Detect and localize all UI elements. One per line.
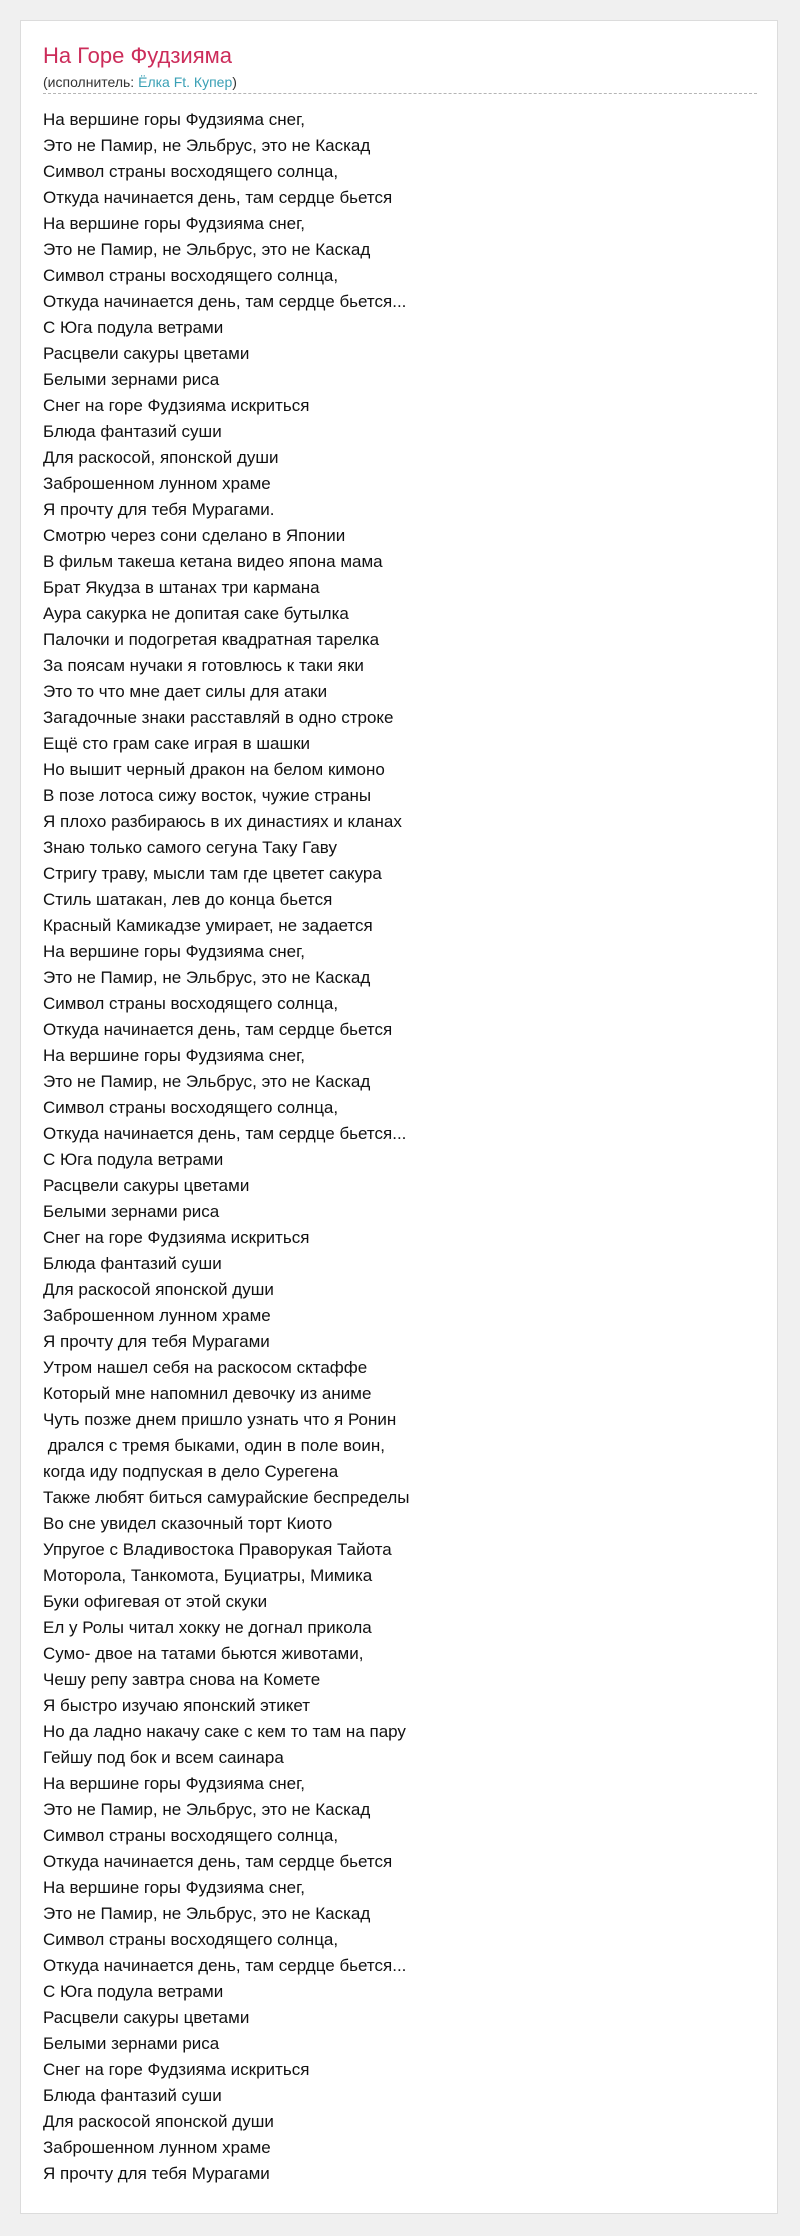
lyric-line: Ел у Ролы читал хокку не догнал прикола xyxy=(43,1618,372,1637)
lyric-line: Утром нашел себя на раскосом сктаффе xyxy=(43,1358,368,1377)
lyric-line: С Юга подула ветрами xyxy=(43,318,224,337)
lyric-line: Во сне увидел сказочный торт Киото xyxy=(43,1514,333,1533)
lyric-line: Это не Памир, не Эльбрус, это не Каскад xyxy=(43,136,371,155)
lyric-line: На вершине горы Фудзияма снег, xyxy=(43,1046,305,1065)
lyric-line: Брат Якудза в штанах три кармана xyxy=(43,578,320,597)
lyric-line: Палочки и подогретая квадратная тарелка xyxy=(43,630,380,649)
lyric-line: Снег на горе Фудзияма искриться xyxy=(43,396,310,415)
lyric-line: Символ страны восходящего солнца, xyxy=(43,266,339,285)
lyric-line: Для раскосой, японской души xyxy=(43,448,279,467)
lyric-line: Я прочту для тебя Мурагами. xyxy=(43,500,275,519)
lyric-line: На вершине горы Фудзияма снег, xyxy=(43,214,305,233)
lyric-line: Но вышит черный дракон на белом кимоно xyxy=(43,760,385,779)
lyric-line: Символ страны восходящего солнца, xyxy=(43,1098,339,1117)
lyric-line: Также любят биться самурайские беспределы xyxy=(43,1488,410,1507)
lyric-line: С Юга подула ветрами xyxy=(43,1982,224,2001)
lyric-line: Откуда начинается день, там сердце бьется xyxy=(43,1020,393,1039)
lyric-line: Это не Памир, не Эльбрус, это не Каскад xyxy=(43,968,371,987)
lyric-line: Ещё сто грам саке играя в шашки xyxy=(43,734,311,753)
lyric-line: Чешу репу завтра снова на Комете xyxy=(43,1670,321,1689)
lyric-line: В фильм такеша кетана видео япона мама xyxy=(43,552,383,571)
lyric-line: Белыми зернами риса xyxy=(43,370,220,389)
lyric-line: Для раскосой японской души xyxy=(43,1280,274,1299)
lyric-line: Блюда фантазий суши xyxy=(43,1254,222,1273)
lyric-line: Я быстро изучаю японский этикет xyxy=(43,1696,311,1715)
lyric-line: Откуда начинается день, там сердце бьется... xyxy=(43,1956,407,1975)
lyric-line: Это не Памир, не Эльбрус, это не Каскад xyxy=(43,1904,371,1923)
lyric-line: С Юга подула ветрами xyxy=(43,1150,224,1169)
lyric-line: Это не Памир, не Эльбрус, это не Каскад xyxy=(43,240,371,259)
lyric-line: Стригу траву, мысли там где цветет сакура xyxy=(43,864,382,883)
lyric-line: Белыми зернами риса xyxy=(43,1202,220,1221)
lyric-line: Сумо- двое на татами бьются животами, xyxy=(43,1644,364,1663)
lyric-line: Знаю только самого сегуна Таку Гаву xyxy=(43,838,337,857)
lyric-line: На вершине горы Фудзияма снег, xyxy=(43,942,305,961)
lyric-line: За поясам нучаки я готовлюсь к таки яки xyxy=(43,656,364,675)
lyric-line: Блюда фантазий суши xyxy=(43,422,222,441)
lyric-line: Откуда начинается день, там сердце бьется... xyxy=(43,292,407,311)
lyric-line: В позе лотоса сижу восток, чужие страны xyxy=(43,786,372,805)
lyric-line: Моторола, Танкомота, Буциатры, Мимика xyxy=(43,1566,373,1585)
lyrics-text xyxy=(43,107,757,2187)
artist-suffix: ) xyxy=(232,74,237,90)
lyric-line: Блюда фантазий суши xyxy=(43,2086,222,2105)
lyric-line: Символ страны восходящего солнца, xyxy=(43,1930,339,1949)
lyric-line: дрался с тремя быками, один в поле воин, xyxy=(43,1436,385,1455)
lyric-line: Это не Памир, не Эльбрус, это не Каскад xyxy=(43,1072,371,1091)
lyric-line: Снег на горе Фудзияма искриться xyxy=(43,1228,310,1247)
lyrics-page xyxy=(20,20,778,2214)
lyric-line: На вершине горы Фудзияма снег, xyxy=(43,110,305,129)
lyric-line: Символ страны восходящего солнца, xyxy=(43,994,339,1013)
lyric-line: Это то что мне дает силы для атаки xyxy=(43,682,328,701)
lyric-line: Символ страны восходящего солнца, xyxy=(43,162,339,181)
lyric-line: Красный Камикадзе умирает, не задается xyxy=(43,916,373,935)
lyric-line: Расцвели сакуры цветами xyxy=(43,344,250,363)
artist-prefix: (исполнитель: xyxy=(43,74,139,90)
lyric-line: Заброшенном лунном храме xyxy=(43,1306,271,1325)
lyric-line: Для раскосой японской души xyxy=(43,2112,274,2131)
lyric-line: Загадочные знаки расставляй в одно строке xyxy=(43,708,394,727)
lyric-line: Но да ладно накачу саке с кем то там на пару xyxy=(43,1722,406,1741)
lyric-line: Откуда начинается день, там сердце бьется xyxy=(43,188,393,207)
lyric-line: Я плохо разбираюсь в их династиях и кланах xyxy=(43,812,402,831)
lyric-line: Смотрю через сони сделано в Японии xyxy=(43,526,346,545)
lyric-line: Расцвели сакуры цветами xyxy=(43,1176,250,1195)
artist-line xyxy=(43,73,757,94)
lyric-line: Я прочту для тебя Мурагами xyxy=(43,1332,270,1351)
lyric-line: Заброшенном лунном храме xyxy=(43,2138,271,2157)
lyric-line: Символ страны восходящего солнца, xyxy=(43,1826,339,1845)
lyric-line: Это не Памир, не Эльбрус, это не Каскад xyxy=(43,1800,371,1819)
lyric-line: Стиль шатакан, лев до конца бьется xyxy=(43,890,333,909)
lyric-line: Заброшенном лунном храме xyxy=(43,474,271,493)
lyric-line: Чуть позже днем пришло узнать что я Ронин xyxy=(43,1410,397,1429)
lyric-line: Упругое с Владивостока Праворукая Тайота xyxy=(43,1540,392,1559)
lyric-line: Расцвели сакуры цветами xyxy=(43,2008,250,2027)
lyric-line: Белыми зернами риса xyxy=(43,2034,220,2053)
artist-link[interactable]: Ёлка Ft. Купер xyxy=(138,74,233,90)
lyric-line: Который мне напомнил девочку из аниме xyxy=(43,1384,372,1403)
lyric-line: На вершине горы Фудзияма снег, xyxy=(43,1878,305,1897)
lyric-line: Откуда начинается день, там сердце бьется... xyxy=(43,1124,407,1143)
lyric-line: Гейшу под бок и всем саинара xyxy=(43,1748,284,1767)
lyric-line: Я прочту для тебя Мурагами xyxy=(43,2164,270,2183)
lyric-line: Буки офигевая от этой скуки xyxy=(43,1592,268,1611)
song-title: На Горе Фудзияма xyxy=(43,43,232,68)
lyric-line: когда иду подпуская в дело Сурегена xyxy=(43,1462,339,1481)
lyric-line: Откуда начинается день, там сердце бьется xyxy=(43,1852,393,1871)
lyric-line: Снег на горе Фудзияма искриться xyxy=(43,2060,310,2079)
lyric-line: Аура сакурка не допитая саке бутылка xyxy=(43,604,349,623)
lyric-line: На вершине горы Фудзияма снег, xyxy=(43,1774,305,1793)
